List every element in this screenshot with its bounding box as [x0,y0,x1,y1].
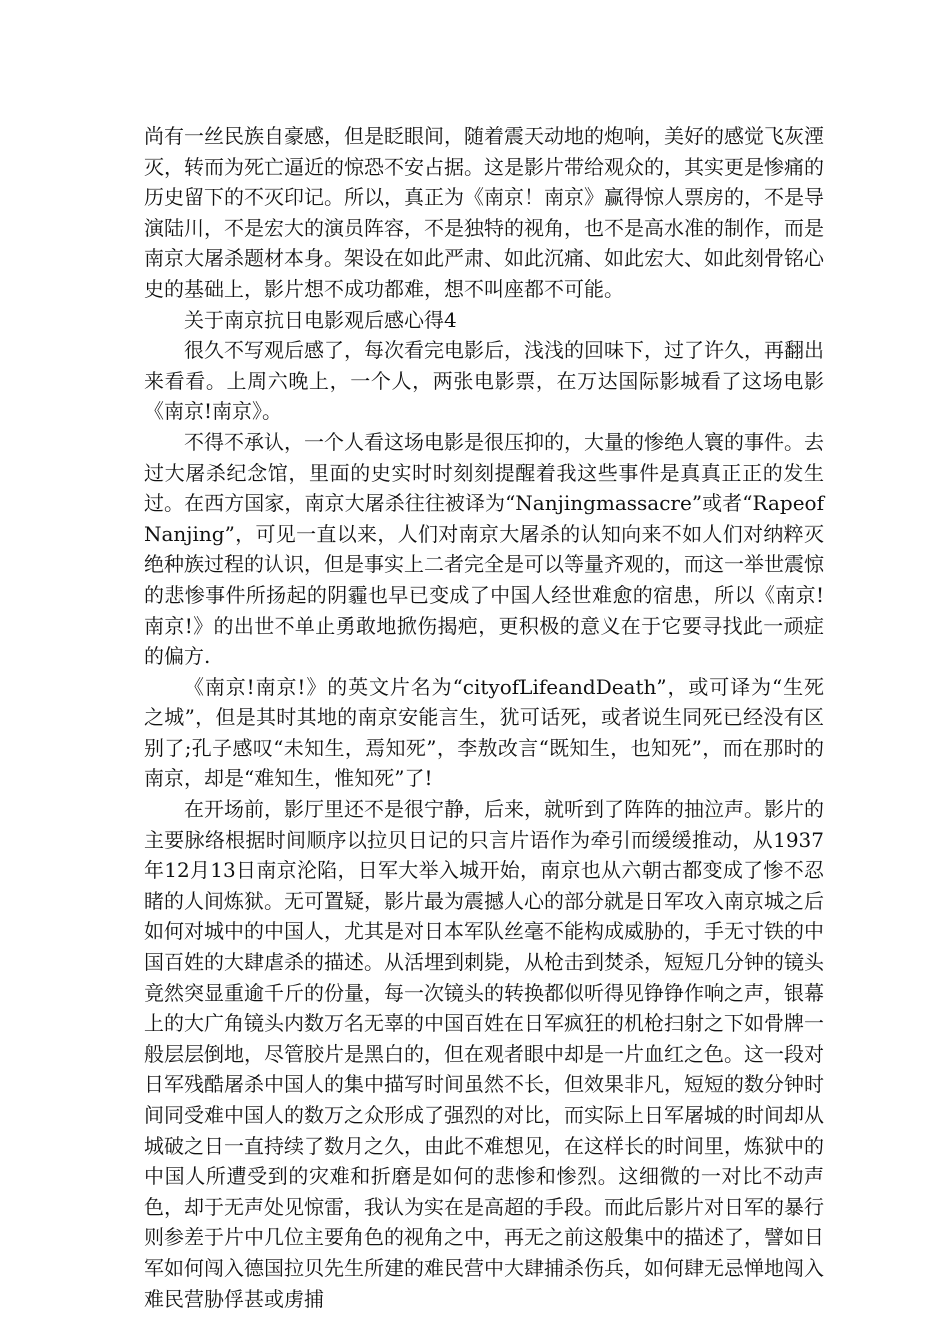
paragraph-4: 在开场前，影厅里还不是很宁静，后来，就听到了阵阵的抽泣声。影片的主要脉络根据时间顺序以拉贝日记的只言片语作为牵引而缓缓推动，从1937年12月13日南京沦陷，日军大举入城开始，南京也从六朝古都变成了惨不忍睹的人间炼狱。无可置疑，影片最为震撼人心的部分就是日军攻入南京城之后如何对城中的中国人，尤其是对日本军队丝毫不能构成威胁的，手无寸铁的中国百姓的大肆虐杀的描述。从活埋到刺毙，从枪击到焚杀，短短几分钟的镜头竟然突显重逾千斤的份量，每一次镜头的转换都似听得见铮铮作响之声，银幕上的大广角镜头内数万名无辜的中国百姓在日军疯狂的机枪扫射之下如骨牌一般层层倒地，尽管胶片是黑白的，但在观者眼中却是一片血红之色。这一段对日军残酷屠杀中国人的集中描写时间虽然不长，但效果非凡，短短的数分钟时间同受难中国人的数万之众形成了强烈的对比，而实际上日军屠城的时间却从城破之日一直持续了数月之久，由此不难想见，在这样长的时间里，炼狱中的中国人所遭受到的灾难和折磨是如何的悲惨和惨烈。这细微的一对比不动声色，却于无声处见惊雷，我认为实在是高超的手段。而此后影片对日军的暴行则参差于片中几位主要角色的视角之中，再无之前这般集中的描述了，譬如日军如何闯入德国拉贝先生所建的难民营中大肆捕杀伤兵，如何肆无忌惮地闯入难民营胁俘甚或虏捕 [144,797,824,1311]
document-body [144,121,824,1314]
paragraph-3: 《南京!南京!》的英文片名为“cityofLifeandDeath”，或可译为“生死之城”，但是其时其地的南京安能言生，犹可话死，或者说生同死已经没有区别了;孔子感叹“未知生，焉知死”，李敖改言“既知生，也知死”，而在那时的南京，却是“难知生，惟知死”了! [144,674,824,791]
paragraph-opening: 尚有一丝民族自豪感，但是眨眼间，随着震天动地的炮响，美好的感觉飞灰湮灭，转而为死亡逼近的惊恐不安占据。这是影片带给观众的，其实更是惨痛的历史留下的不灭印记。所以，真正为《南京！南京》赢得惊人票房的，不是导演陆川，不是宏大的演员阵容，不是独特的视角，也不是高水准的制作，而是南京大屠杀题材本身。架设在如此严肃、如此沉痛、如此宏大、如此刻骨铭心史的基础上，影片想不成功都难，想不叫座都不可能。 [144,124,824,301]
section-heading: 关于南京抗日电影观后感心得4 [184,307,457,332]
paragraph-1: 很久不写观后感了，每次看完电影后，浅浅的回味下，过了许久，再翻出来看看。上周六晚上，一个人，两张电影票，在万达国际影城看了这场电影《南京!南京》。 [144,338,824,424]
paragraph-2: 不得不承认，一个人看这场电影是很压抑的，大量的惨绝人寰的事件。去过大屠杀纪念馆，里面的史实时时刻刻提醒着我这些事件是真真正正的发生过。在西方国家，南京大屠杀往往被译为“Nanjingmassacre”或者“RapeofNanjing”，可见一直以来，人们对南京大屠杀的认知向来不如人们对纳粹灭绝种族过程的认识，但是事实上二者完全是可以等量齐观的，而这一举世震惊的悲惨事件所扬起的阴霾也早已变成了中国人经世难愈的宿患，所以《南京!南京!》的出世不单止勇敢地掀伤揭疤，更积极的意义在于它要寻找此一顽症的偏方. [144,429,824,669]
